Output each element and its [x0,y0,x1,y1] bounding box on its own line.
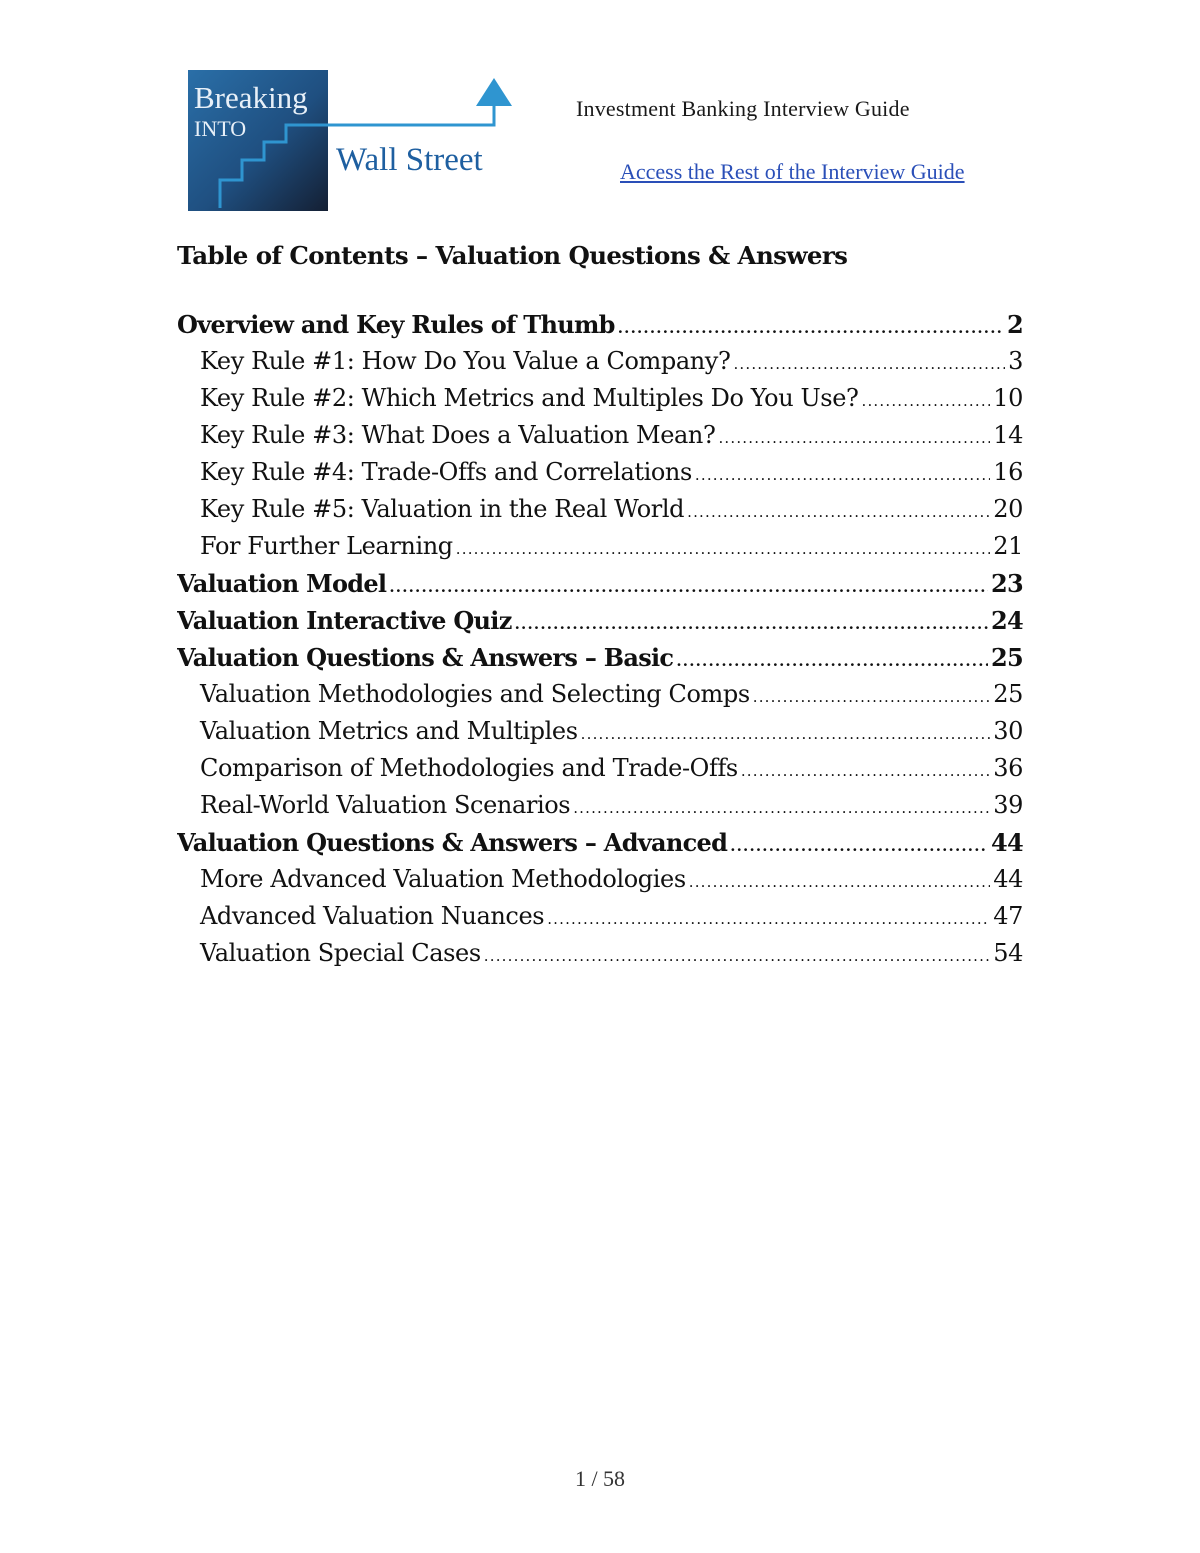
toc-entry[interactable] [177,528,1023,565]
toc-entry[interactable] [177,380,1023,417]
dot-leader [581,716,991,750]
toc-entry-label: Advanced Valuation Nuances [200,902,545,930]
dot-leader [618,310,1004,343]
logo-graphic [186,68,516,213]
dot-leader [687,494,990,528]
logo-text-wall-street: Wall Street [336,142,483,178]
toc-entry[interactable] [177,454,1023,491]
toc-entry-page-number: 3 [1008,347,1023,375]
toc-entry-label: Valuation Metrics and Multiples [200,717,578,745]
toc-entry[interactable] [177,935,1023,972]
dot-leader [389,569,988,602]
arrow-up-icon [476,78,512,106]
toc-entry-page-number: 39 [993,791,1023,819]
toc-entry[interactable] [177,713,1023,750]
toc-entry-label: For Further Learning [200,532,453,560]
toc-entry-label: Key Rule #3: What Does a Valuation Mean? [200,421,716,449]
toc-entry-label: Valuation Model [177,569,387,598]
dot-leader [753,679,991,713]
toc-entry-label: Valuation Questions & Answers – Advanced [177,828,728,857]
toc-entry-page-number: 21 [993,532,1023,560]
toc-entry-page-number: 30 [993,717,1023,745]
dot-leader [484,938,990,972]
toc-entry-label: Overview and Key Rules of Thumb [177,310,615,339]
toc-entry-label: Key Rule #5: Valuation in the Real World [200,495,685,523]
toc-entry[interactable] [177,787,1023,824]
toc-entry[interactable] [177,343,1023,380]
dot-leader [676,643,988,676]
logo-text-breaking: Breaking [194,80,308,115]
toc-entry-label: More Advanced Valuation Methodologies [200,865,686,893]
dot-leader [515,606,988,639]
toc-entry[interactable] [177,602,1023,639]
dot-leader [862,383,991,417]
toc-entry-label: Valuation Questions & Answers – Basic [177,643,674,672]
toc-entry-label: Valuation Interactive Quiz [177,606,512,635]
toc-entry-page-number: 10 [993,384,1023,412]
dot-leader [689,864,991,898]
toc-entry[interactable] [177,750,1023,787]
dot-leader [456,531,990,565]
toc-entry[interactable] [177,306,1023,343]
breaking-into-wall-street-logo [186,68,516,213]
page-indicator: 1 / 58 [574,1466,626,1491]
toc-entry-label: Real-World Valuation Scenarios [200,791,571,819]
toc-entry-label: Valuation Methodologies and Selecting Comps [200,680,750,708]
toc-entry[interactable] [177,824,1023,861]
toc-entry-page-number: 14 [993,421,1023,449]
toc-entry-label: Key Rule #4: Trade-Offs and Correlations [200,458,692,486]
table-of-contents [177,306,1023,972]
toc-entry-page-number: 23 [991,569,1023,598]
interview-guide-link[interactable]: Access the Rest of the Interview Guide [620,159,965,184]
toc-entry-page-number: 54 [993,939,1023,967]
toc-entry[interactable] [177,639,1023,676]
toc-entry-page-number: 20 [993,495,1023,523]
guide-title: Investment Banking Interview Guide [576,96,910,121]
dot-leader [695,457,990,491]
toc-entry-page-number: 24 [991,606,1023,635]
toc-entry-page-number: 36 [993,754,1023,782]
toc-entry-page-number: 16 [993,458,1023,486]
toc-entry[interactable] [177,417,1023,454]
toc-entry-page-number: 25 [993,680,1023,708]
dot-leader [573,790,990,824]
toc-entry-page-number: 47 [993,902,1023,930]
toc-entry-label: Key Rule #1: How Do You Value a Company? [200,347,731,375]
dot-leader [547,901,990,935]
toc-entry-page-number: 25 [991,643,1023,672]
dot-leader [733,346,1005,380]
toc-entry-page-number: 44 [991,828,1023,857]
logo-text-into: INTO [194,116,247,141]
toc-entry[interactable] [177,565,1023,602]
toc-entry-page-number: 2 [1007,310,1023,339]
toc-heading: Table of Contents – Valuation Questions & Answers [177,241,848,270]
toc-entry-label: Key Rule #2: Which Metrics and Multiples Do You Use? [200,384,859,412]
toc-entry[interactable] [177,898,1023,935]
toc-entry-label: Comparison of Methodologies and Trade-Offs [200,754,738,782]
toc-entry-label: Valuation Special Cases [200,939,481,967]
toc-entry[interactable] [177,676,1023,713]
dot-leader [718,420,990,454]
dot-leader [741,753,990,787]
toc-entry-page-number: 44 [993,865,1023,893]
dot-leader [730,828,988,861]
toc-entry[interactable] [177,491,1023,528]
toc-entry[interactable] [177,861,1023,898]
